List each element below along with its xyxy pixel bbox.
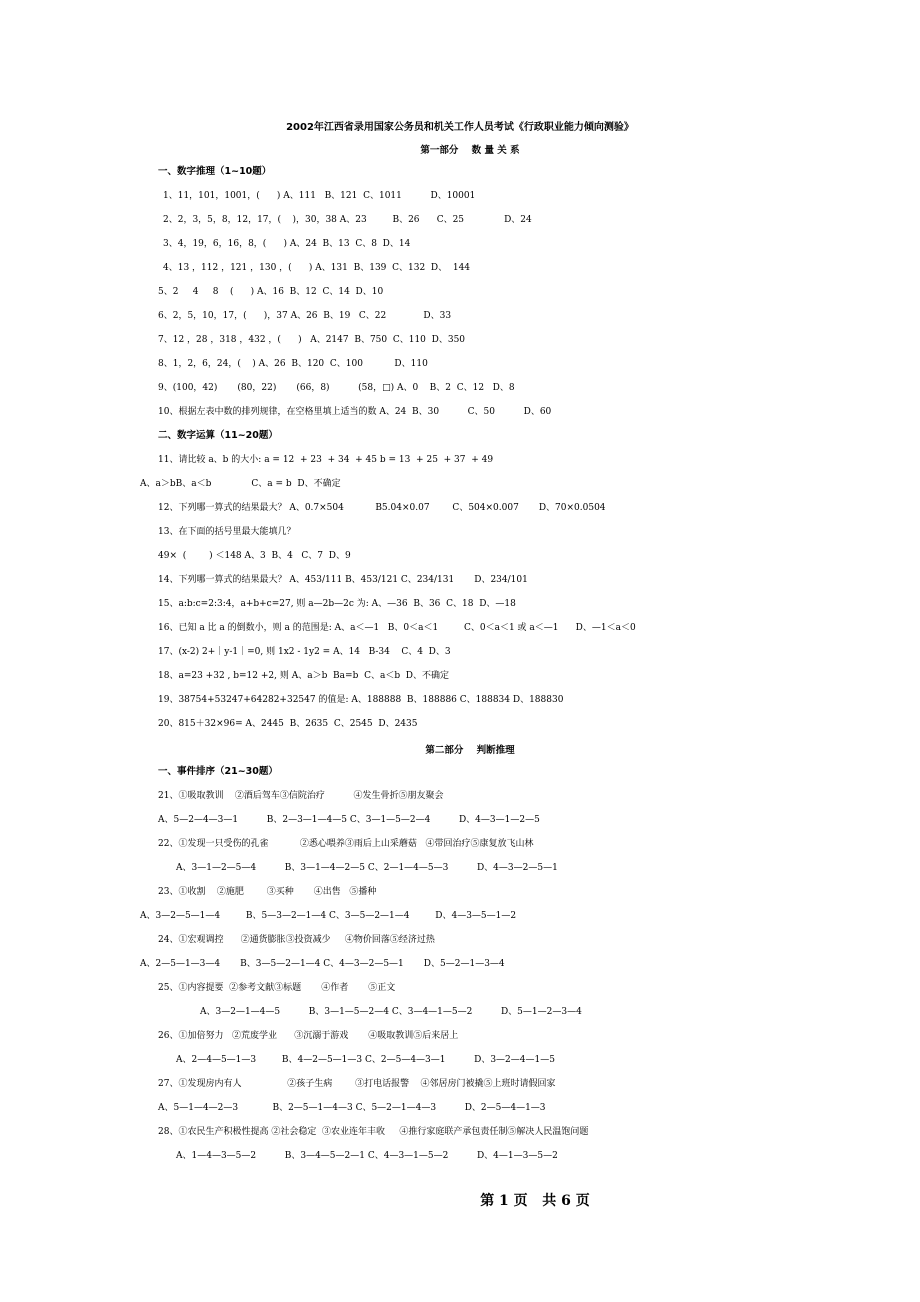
- question-13-options: 49× ( ) ＜148 A、3 B、4 C、7 D、9: [158, 551, 351, 561]
- question-9: 9、(100，42) (80，22) (66，8) (58，□) A、0 B、2 C、12 D、8: [158, 383, 515, 393]
- question-15: 15、a:b:c=2:3:4，a+b+c=27, 则 a—2b—2c 为: A、—36 B、36 C、18 D、—18: [158, 599, 516, 609]
- question-17: 17、(x-2) 2+｜y-1｜=0, 则 1x2 - 1y2 = A、14 B-34 C、4 D、3: [158, 647, 451, 657]
- question-28: 28、①农民生产积极性提高 ②社会稳定 ③农业连年丰收 ④推行家庭联产承包责任制⑤解决人民温饱问题: [158, 1127, 589, 1137]
- question-23: 23、①收割 ②施肥 ③买种 ④出售 ⑤播种: [158, 887, 377, 897]
- part2-heading: 第二部分 判断推理: [425, 745, 515, 756]
- question-21-options: A、5—2—4—3—1 B、2—3—1—4—5 C、3—1—5—2—4 D、4—3—1—2—5: [158, 815, 540, 825]
- question-25: 25、①内容提要 ②参考文献③标题 ④作者 ⑤正文: [158, 983, 396, 993]
- question-11-options: A、a＞bB、a＜b C、a = b D、不确定: [140, 479, 341, 489]
- question-21: 21、①吸取教训 ②酒后驾车③信院治疗 ④发生骨折⑤朋友聚会: [158, 791, 444, 801]
- question-8: 8、1，2，6，24，( ) A、26 B、120 C、100 D、110: [158, 359, 428, 369]
- question-7: 7、12 ，28 ，318 ，432 ，( ) A、2147 B、750 C、110 D、350: [158, 335, 466, 345]
- section-number-calculation: 二、数字运算（11~20题）: [158, 430, 278, 441]
- question-2: 2、2，3，5，8，12，17，( )，30，38 A、23 B、26 C、25 D、24: [163, 215, 532, 225]
- question-22-options: A、3—1—2—5—4 B、3—1—4—2—5 C、2—1—4—5—3 D、4—3—2—5—1: [176, 863, 558, 873]
- question-14: 14、下列哪一算式的结果最大？ A、453/111 B、453/121 C、234/131 D、234/101: [158, 575, 528, 585]
- question-13: 13、在下面的括号里最大能填几？: [158, 527, 296, 537]
- question-4: 4、13 ，112 ，121 ，130 ，( ) A、131 B、139 C、132 D、 144: [163, 263, 471, 273]
- question-12: 12、下列哪一算式的结果最大？ A、0.7×504 B5.04×0.07 C、504×0.007 D、70×0.0504: [158, 503, 606, 513]
- question-10: 10、根据左表中数的排列规律，在空格里填上适当的数 A、24 B、30 C、50 D、60: [158, 407, 552, 417]
- section-event-ordering: 一、事件排序（21~30题）: [158, 766, 278, 777]
- question-16: 16、已知 a 比 a 的倒数小，则 a 的范围是: A、a＜—1 B、0＜a＜1 C、0＜a＜1 或 a＜—1 D、—1＜a＜0: [158, 623, 636, 633]
- question-20: 20、815＋32×96= A、2445 B、2635 C、2545 D、2435: [158, 719, 418, 729]
- question-27: 27、①发现房内有人 ②孩子生病 ③打电话报警 ④邻居房门被撬⑤上班时请假回家: [158, 1079, 556, 1089]
- question-18: 18、a=23 +32 , b=12 +2, 则 A、a＞b Ba=b C、a＜b D、不确定: [158, 671, 450, 681]
- part1-heading: 第一部分 数 量 关 系: [420, 145, 520, 156]
- question-24-options: A、2—5—1—3—4 B、3—5—2—1—4 C、4—3—2—5—1 D、5—2—1—3—4: [140, 959, 505, 969]
- section-number-reasoning: 一、数字推理（1~10题）: [158, 166, 272, 177]
- document-title: 2002年江西省录用国家公务员和机关工作人员考试《行政职业能力倾向测验》: [286, 122, 634, 133]
- question-24: 24、①宏观调控 ②通货膨胀③投资减少 ④物价回落⑤经济过热: [158, 935, 435, 945]
- question-6: 6、2，5，10，17，( )，37 A、26 B、19 C、22 D、33: [158, 311, 452, 321]
- question-28-options: A、1—4—3—5—2 B、3—4—5—2—1 C、4—3—1—5—2 D、4—1—3—5—2: [176, 1151, 558, 1161]
- question-5: 5、2 4 8 ( ) A、16 B、12 C、14 D、10: [158, 287, 384, 297]
- question-1: 1、11，101，1001，( ) A、111 B、121 C、1011 D、10001: [163, 191, 476, 201]
- question-22: 22、①发现一只受伤的孔雀 ②悉心喂养③雨后上山采蘑菇 ④带回治疗⑤康复放飞山林: [158, 839, 534, 849]
- question-27-options: A、5—1—4—2—3 B、2—5—1—4—3 C、5—2—1—4—3 D、2—5—4—1—3: [158, 1103, 546, 1113]
- question-11: 11、请比较 a、b 的大小: a = 12 + 23 + 34 + 45 b = 13 + 25 + 37 + 49: [158, 455, 494, 465]
- question-3: 3、4，19，6，16，8，( ) A、24 B、13 C、8 D、14: [163, 239, 411, 249]
- question-25-options: A、3—2—1—4—5 B、3—1—5—2—4 C、3—4—1—5—2 D、5—1—2—3—4: [200, 1007, 582, 1017]
- page-number-footer: 第 1 页 共 6 页: [480, 1193, 590, 1209]
- question-23-options: A、3—2—5—1—4 B、5—3—2—1—4 C、3—5—2—1—4 D、4—3—5—1—2: [140, 911, 517, 921]
- question-19: 19、38754+53247+64282+32547 的值是: A、188888 B、188886 C、188834 D、188830: [158, 695, 564, 705]
- question-26: 26、①加倍努力 ②荒废学业 ③沉溺于游戏 ④吸取教训⑤后来居上: [158, 1031, 459, 1041]
- question-26-options: A、2—4—5—1—3 B、4—2—5—1—3 C、2—5—4—3—1 D、3—2—4—1—5: [176, 1055, 555, 1065]
